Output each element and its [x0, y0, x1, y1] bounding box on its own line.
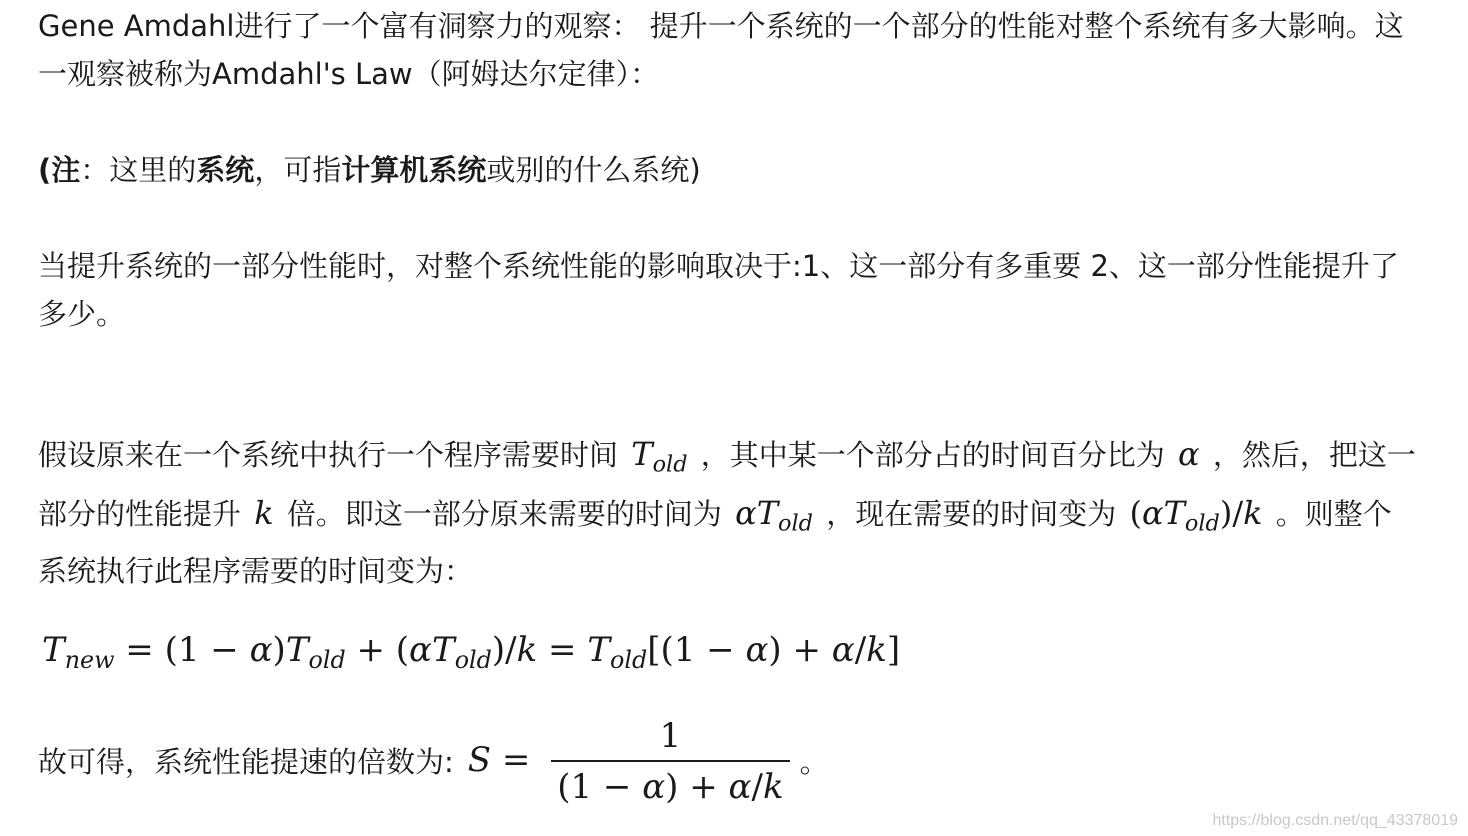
assumption-s6: 。则整个系统执行此程序需要的时间变为：	[38, 496, 1392, 589]
assumption-s1: 假设原来在一个系统中执行一个程序需要时间	[38, 438, 619, 472]
speedup-lead: 故可得，系统性能提速的倍数为:	[38, 745, 454, 779]
math-k: k	[254, 493, 274, 532]
math-alpha-t-old-over-k: $(\alpha T_{old})/k$	[1129, 493, 1263, 537]
assumption-s5: ，现在需要的时间变为	[826, 496, 1117, 531]
note-colon-text: ：这里的	[80, 153, 197, 187]
assumption-s3: ，然后，把这一部分的性能提升	[38, 438, 1416, 531]
note-label: 注	[51, 153, 81, 187]
speedup-end: 。	[799, 745, 829, 779]
intro-text: Gene Amdahl进行了一个富有洞察力的观察： 提升一个系统的一个部分的性能对整个系统有多大影响。这一观察被称为Amdahl's Law（阿姆达尔定律）：	[38, 9, 1404, 91]
factors-text: 当提升系统的一部分性能时，对整个系统性能的影响取决于:1、这一部分有多重要 2、这一部分性能提升了多少。	[38, 249, 1399, 331]
speedup-formula: S = $\frac{1}{(1 - \alpha) + \alpha/k}$	[468, 714, 800, 810]
assumption-s2: ，其中某一个部分占的时间百分比为	[700, 438, 1165, 472]
fraction-numerator: 1	[659, 716, 682, 756]
math-alpha: α	[1178, 435, 1200, 473]
assumption-s4: 倍。即这一部分原来需要的时间为	[286, 496, 722, 531]
note-system: 系统	[196, 153, 255, 187]
note-paragraph	[38, 146, 701, 194]
note-mid-text: ，可指	[254, 153, 342, 187]
intro-paragraph	[38, 2, 1408, 98]
note-tail-text: 或别的什么系统)	[486, 153, 701, 187]
math-alpha-t-old: $\alpha T_{old}$	[735, 493, 814, 537]
speedup-fraction	[551, 714, 789, 810]
fraction-denominator: (1 − α) + α/k	[551, 760, 789, 810]
speedup-paragraph	[38, 714, 829, 810]
math-t-old: $T_{old}$	[631, 435, 688, 478]
assumption-paragraph	[38, 430, 1418, 595]
note-open: (	[38, 153, 52, 187]
note-computer-system: 计算机系统	[341, 153, 487, 187]
factors-paragraph	[38, 242, 1413, 338]
watermark: https://blog.csdn.net/qq_43378019	[1212, 812, 1458, 829]
t-new-formula: $T_{new} = (1 - \alpha)T_{old} + (\alpha T_{old})/k = T_{old}[(1 - \alpha) + \alpha/k]$	[42, 630, 901, 675]
